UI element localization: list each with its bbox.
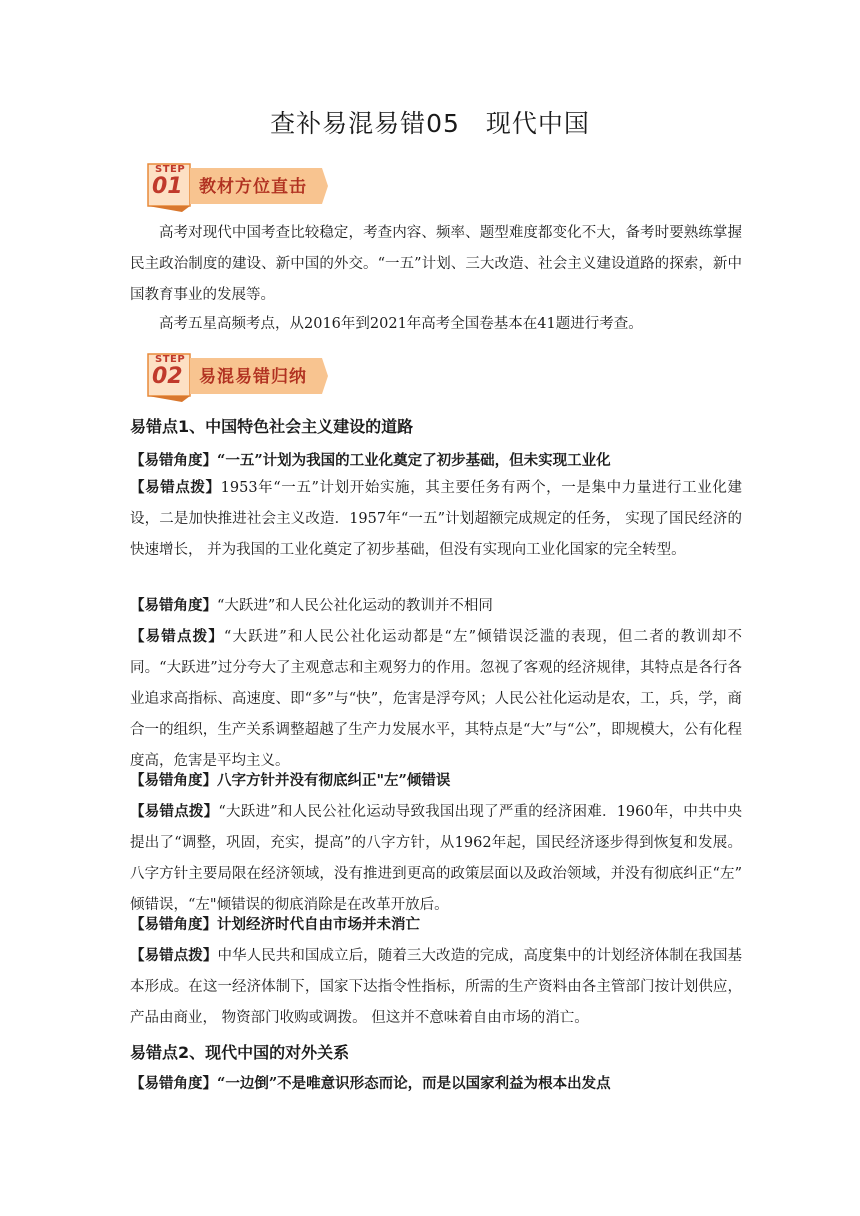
tip-text: “大跃进”和人民公社化运动导致我国出现了严重的经济困难．1960年，中共中央提出了“调整，巩固，充实，提高”的八字方针，从1962年起，国民经济逐步得到恢复和发展。 八字方针主要局限在经济领域，没有推进到更高的政策层面以及政治领域，并没有彻底纠正“左” 倾错误，“左"倾错误的彻底消除是在改革开放后。 xyxy=(130,804,742,913)
step-01-label: STEP xyxy=(155,164,186,175)
error-angle-5 xyxy=(130,1068,742,1100)
tip-text: “大跃进”和人民公社化运动都是“左”倾错误泛滥的表现，但二者的教训却不同。“大跃进”过分夸大了主观意志和主观努力的作用。忽视了客观的经济规律，其特点是各行各业追求高指标、高速度、即“多”与“快”，危害是浮夸风；人民公社化运动是农，工，兵，学，商合一的组织，生产关系调整超越了生产力发展水平，其特点是“大”与“公”，即规模大，公有化程度高，危害是平均主义。 xyxy=(130,629,743,769)
angle-text: 八字方针并没有彻底纠正"左”倾错误 xyxy=(217,772,451,789)
error-tip-1 xyxy=(130,472,742,566)
error-tip-4 xyxy=(130,940,742,1034)
angle-text: “一边倒”不是唯意识形态而论，而是以国家利益为根本出发点 xyxy=(217,1075,611,1092)
page-title: 查补易混易错05 现代中国 xyxy=(270,109,590,138)
angle-tag: 【易错角度】 xyxy=(130,452,217,469)
tip-tag: 【易错点拨】 xyxy=(130,947,218,964)
angle-text: “大跃进”和人民公社化运动的教训并不相同 xyxy=(217,598,493,614)
error-angle-4 xyxy=(130,909,742,941)
step-02-text: 易混易错归纳 xyxy=(199,367,307,387)
intro-paragraph-1: 高考对现代中国考查比较稳定，考查内容、频率、题型难度都变化不大，备考时要熟练掌握民主政治制度的建设、新中国的外交。“一五”计划、三大改造、社会主义建设道路的探索，新中国教育事业的发展等。 xyxy=(130,225,742,303)
tip-text: 中华人民共和国成立后，随着三大改造的完成，高度集中的计划经济体制在我国基本形成。在这一经济体制下，国家下达指令性指标，所需的生产资料由各主管部门按计划供应， 产品由商业， 物资部门收购或调拨。 但这并不意味着自由市场的消亡。 xyxy=(130,948,743,1026)
error-angle-3 xyxy=(130,765,742,797)
tip-tag: 【易错点拨】 xyxy=(130,628,224,645)
error-tip-2 xyxy=(130,621,742,777)
step-01-text: 教材方位直击 xyxy=(199,177,307,197)
angle-tag: 【易错角度】 xyxy=(130,916,217,933)
angle-tag: 【易错角度】 xyxy=(130,772,217,789)
tip-tag: 【易错点拨】 xyxy=(130,803,219,820)
error-tip-3 xyxy=(130,796,742,921)
intro-paragraph-2: 高考五星高频考点，从2016年到2021年高考全国卷基本在41题进行考查。 xyxy=(159,316,643,332)
angle-text: “一五”计划为我国的工业化奠定了初步基础，但未实现工业化 xyxy=(217,452,611,469)
step-02-label: STEP xyxy=(155,354,186,365)
error-angle-2 xyxy=(130,590,742,622)
section-1-heading: 易错点1、中国特色社会主义建设的道路 xyxy=(130,417,414,436)
section-2-heading: 易错点2、现代中国的对外关系 xyxy=(130,1043,350,1062)
angle-tag: 【易错角度】 xyxy=(130,597,217,614)
tip-tag: 【易错点拨】 xyxy=(130,479,221,496)
tip-text: 1953年“一五”计划开始实施，其主要任务有两个，一是集中力量进行工业化建设，二是加快推进社会主义改造．1957年“一五”计划超额完成规定的任务， 实现了国民经济的 快速增长， 并为我国的工业化奠定了初步基础，但没有实现向工业化国家的完全转型。 xyxy=(130,480,742,558)
step-01-number: 01 xyxy=(152,174,183,199)
angle-text: 计划经济时代自由市场并未消亡 xyxy=(217,916,420,933)
step-01-banner xyxy=(142,160,332,212)
step-02-number: 02 xyxy=(152,364,183,389)
angle-tag: 【易错角度】 xyxy=(130,1075,217,1092)
step-02-banner xyxy=(142,350,332,402)
